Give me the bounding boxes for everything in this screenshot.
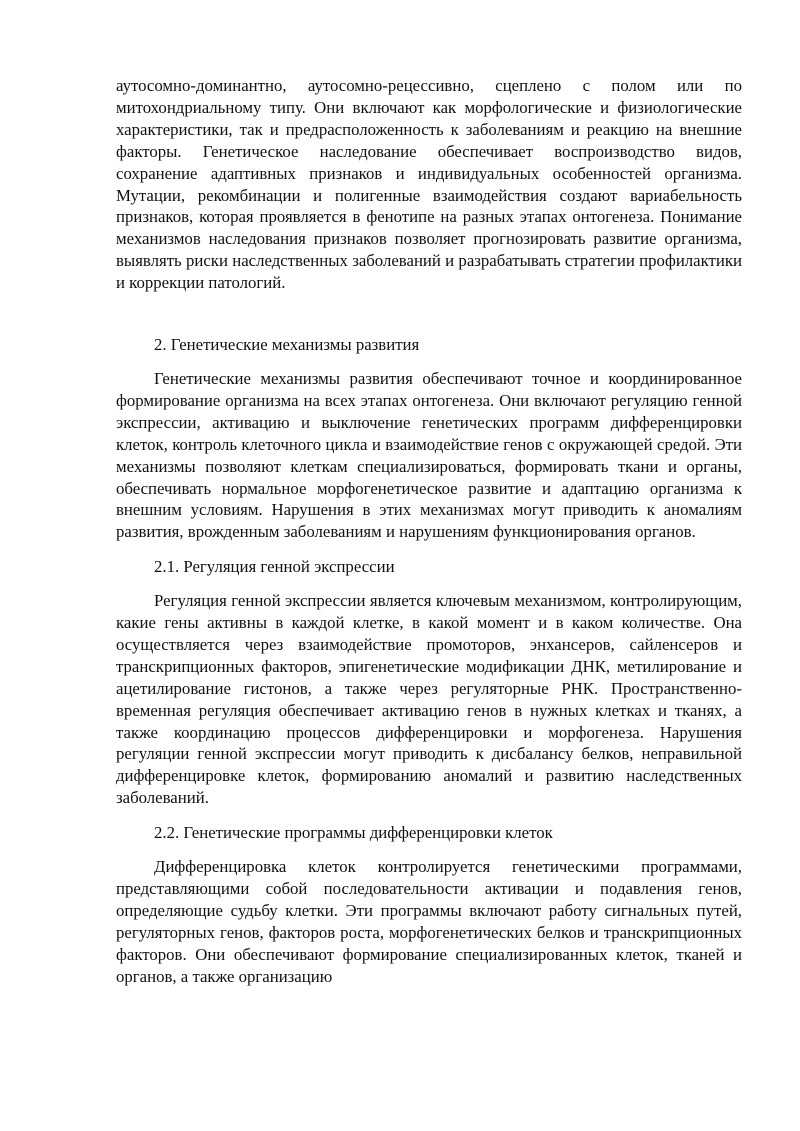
document-body <box>116 75 742 988</box>
section-spacer <box>116 809 742 822</box>
subsection-heading-2-1: 2.1. Регуляция генной экспрессии <box>154 557 395 577</box>
paragraph-section-2-2: Дифференцировка клеток контролируется генетическими программами, представляющими собой последовательности активации и подавления генов, определяющие судьбу клетки. Эти программы включают работу сигнальных путей, регуляторных генов, факторов роста, морфогенетических белков и транскрипционных факторов. Они обеспечивают формирование специализированных клеток, тканей и органов, а также организацию <box>116 857 742 986</box>
paragraph-section-2: Генетические механизмы развития обеспечивают точное и координированное формирование организма на всех этапах онтогенеза. Они включают регуляцию генной экспрессии, активацию и выключение генетических программ дифференцировки клеток, контроль клеточного цикла и взаимодействие генов с окружающей средой. Эти механизмы позволяют клеткам специализироваться, формировать ткани и органы, обеспечивать нормальное морфогенетическое развитие и адаптацию организма к внешним условиям. Нарушения в этих механизмах могут приводить к аномалиям развития, врожденным заболеваниям и нарушениям функционирования органов. <box>116 368 742 542</box>
section-heading-2: 2. Генетические механизмы развития <box>154 335 420 355</box>
section-spacer <box>116 294 742 334</box>
paragraph-section-2-1: Регуляция генной экспрессии является ключевым механизмом, контролирующим, какие гены активны в каждой клетке, в какой момент и в каком количестве. Она осуществляется через взаимодействие промоторов, энхансеров, сайленсеров и транскрипционных факторов, эпигенетические модификации ДНК, метилирование и ацетилирование гистонов, а также через регуляторные РНК. Пространственно-временная регуляция обеспечивает активацию генов в нужных клетках и тканях, а также координацию процессов дифференцировки и морфогенеза. Нарушения регуляции генной экспрессии могут приводить к дисбалансу белков, неправильной дифференцировке клеток, формированию аномалий и развитию наследственных заболеваний. <box>116 591 742 808</box>
section-spacer <box>116 543 742 556</box>
paragraph-intro: аутосомно-доминантно, аутосомно-рецессивно, сцеплено с полом или по митохондриальному типу. Они включают как морфологические и физиологические характеристики, так и предрасположенность к заболеваниям и реакцию на внешние факторы. Генетическое наследование обеспечивает воспроизводство видов, сохранение адаптивных признаков и индивидуальных особенностей организма. Мутации, рекомбинации и полигенные взаимодействия создают вариабельность признаков, которая проявляется в фенотипе на разных этапах онтогенеза. Понимание механизмов наследования признаков позволяет прогнозировать развитие организма, выявлять риски наследственных заболеваний и разрабатывать стратегии профилактики и коррекции патологий. <box>116 76 742 293</box>
heading-spacer <box>116 578 742 590</box>
subsection-heading-2-2: 2.2. Генетические программы дифференцировки клеток <box>154 823 553 843</box>
heading-spacer <box>116 356 742 368</box>
heading-spacer <box>116 844 742 856</box>
